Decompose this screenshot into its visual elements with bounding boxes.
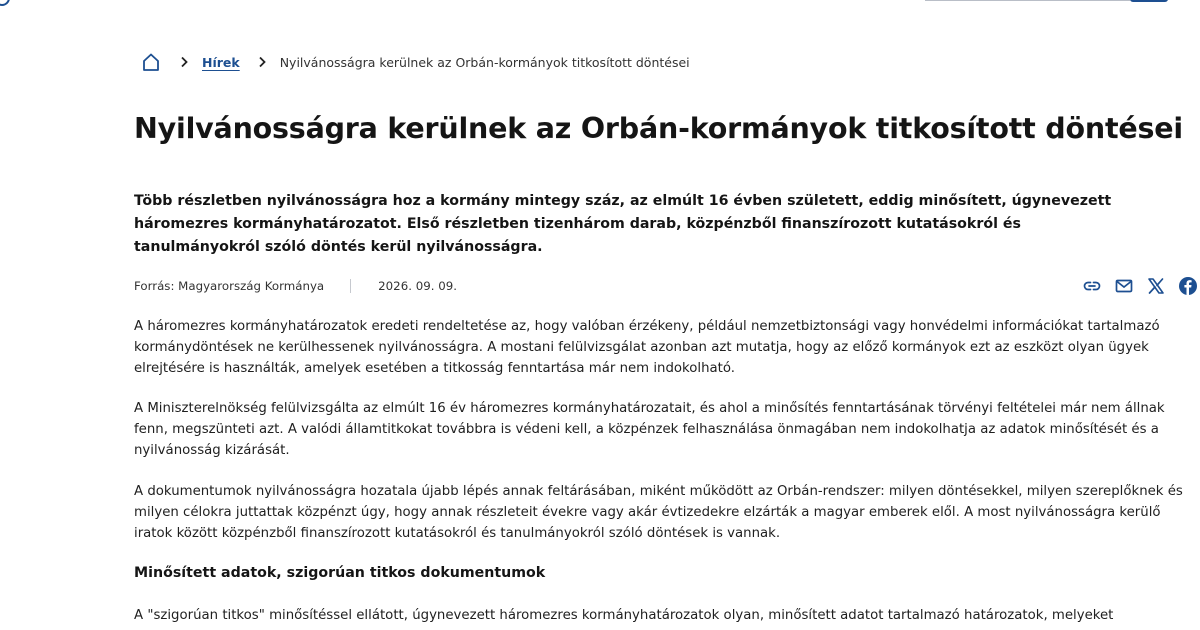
mail-icon[interactable]	[1113, 275, 1135, 297]
share-bar	[1081, 275, 1200, 297]
facebook-icon[interactable]	[1177, 275, 1199, 297]
search-input-fragment[interactable]	[925, 0, 1130, 1]
logo-fragment	[0, 0, 10, 6]
breadcrumb	[140, 49, 690, 75]
link-icon[interactable]	[1081, 275, 1103, 297]
section-heading: Minősített adatok, szigorúan titkos dokumentumok	[134, 565, 546, 581]
home-icon[interactable]	[140, 51, 162, 73]
article-meta	[134, 277, 457, 295]
article-lead: Több részletben nyilvánosságra hoz a kormány mintegy száz, az elmúlt 16 évben született, eddig minősített, úgynevezett háromezres kormányhatározatot. Első részletben tizenhárom darab, közpénzből finanszírozott kutatásokról és tanulmányokról szóló döntés kerül nyilvánosságra.	[134, 193, 1112, 255]
chevron-right-icon	[177, 55, 191, 69]
article-paragraph: A Miniszterelnökség felülvizsgálta az elmúlt 16 év háromezres kormányhatározatait, és ahol a minősítés fenntartásának törvényi feltételei már nem állnak fenn, megszünteti azt. A valódi államtitkokat továbbra is védeni kell, a közpénzek felhasználása önmagában nem indokolhatja az adatok minősítését és a nyilvánosság kizárását.	[134, 401, 1165, 458]
breadcrumb-current: Nyilvánosságra kerülnek az Orbán-kormányok titkosított döntései	[279, 54, 690, 70]
article-paragraph: A dokumentumok nyilvánosságra hozatala újabb lépés annak feltárásában, miként működött az Orbán-rendszer: milyen döntésekkel, milyen szereplőknek és milyen célokra juttattak közpénzt úgy, hogy annak részleteit évekre vagy akár évtizedekre elzárták a magyar emberek elől. A most nyilvánosságra kerülő iratok között közpénzből finanszírozott kutatásokról és tanulmányokról szóló döntések is vannak.	[134, 484, 1183, 541]
chevron-right-icon	[255, 55, 269, 69]
article-source: Forrás: Magyarország Kormánya	[134, 279, 325, 293]
article-paragraph: A háromezres kormányhatározatok eredeti rendeltetése az, hogy valóban érzékeny, például nemzetbiztonsági vagy honvédelmi információkat tartalmazó kormánydöntések ne kerülhessenek nyilvánosságra. A mostani felülvizsgálat azonban azt mutatja, hogy az előző kormányok ezt az eszközt olyan ügyek elrejtésére is használták, amelyek esetében a titkosság fenntartása már nem indokolható.	[134, 319, 1160, 376]
page-title: Nyilvánosságra kerülnek az Orbán-kormányok titkosított döntései	[134, 112, 1183, 145]
article-paragraph: A "szigorúan titkos" minősítéssel ellátott, úgynevezett háromezres kormányhatározatok olyan, minősített adatot tartalmazó határozatok, melyeket	[134, 608, 1114, 623]
article-date: 2026. 09. 09.	[378, 279, 457, 293]
breadcrumb-news-link[interactable]: Hírek	[202, 54, 240, 70]
x-icon[interactable]	[1145, 275, 1167, 297]
search-button-fragment[interactable]	[1130, 0, 1168, 2]
meta-divider	[350, 279, 351, 293]
